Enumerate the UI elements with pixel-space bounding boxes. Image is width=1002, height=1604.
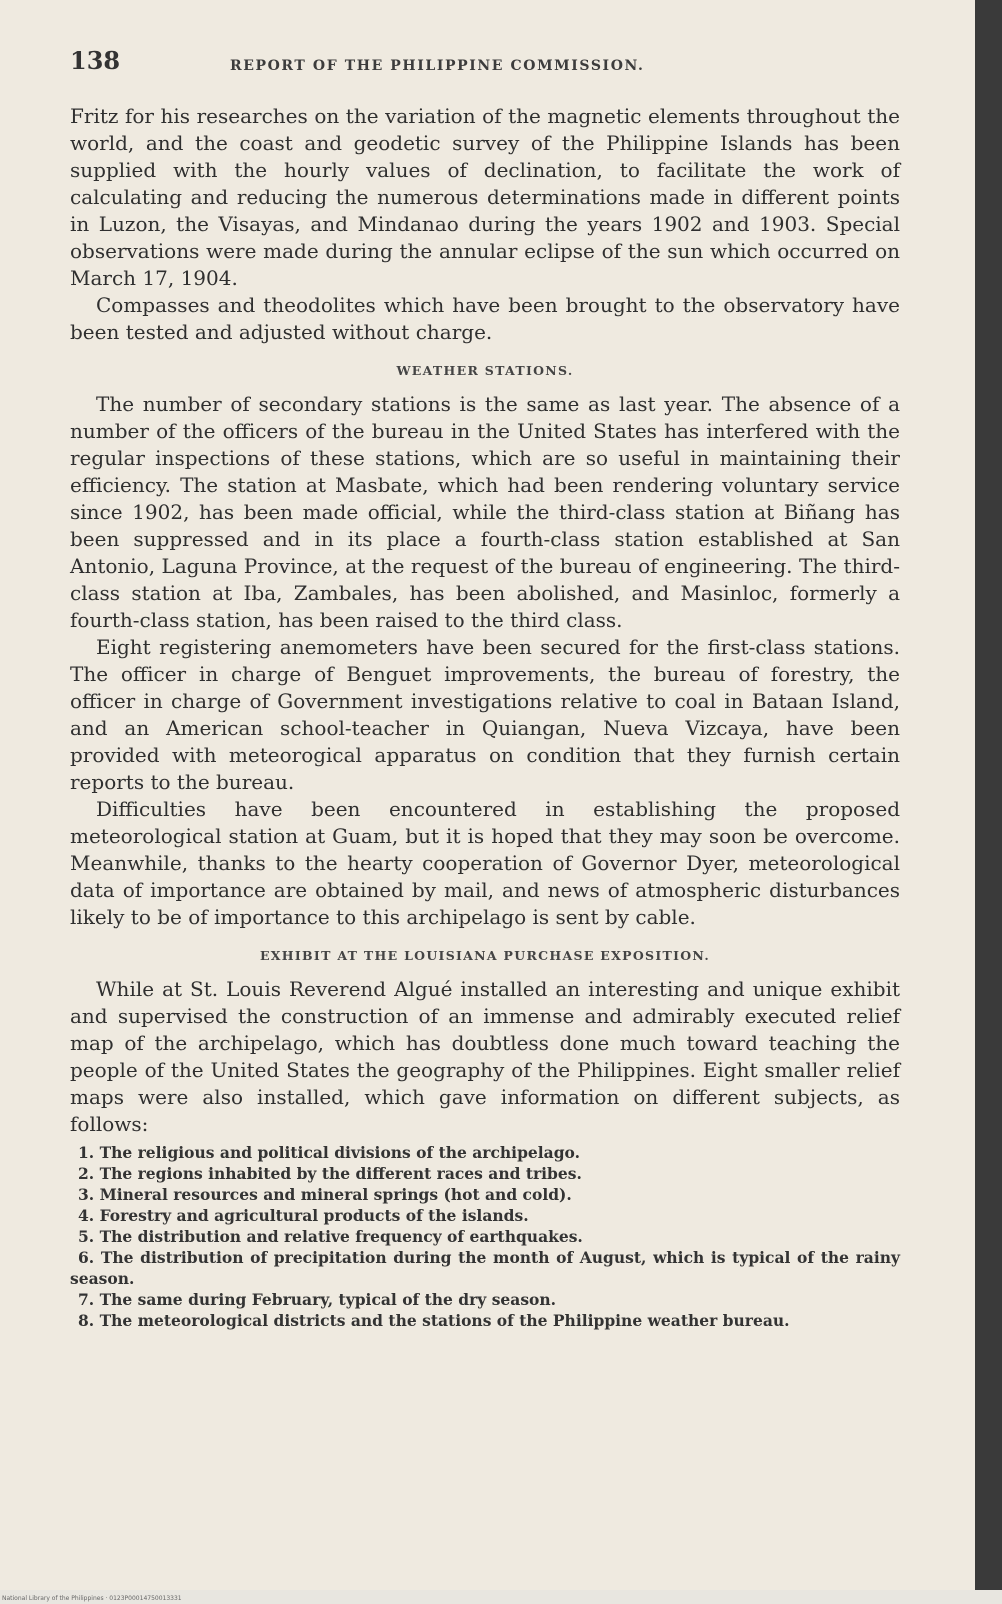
list-item: 8. The meteorological districts and the stations of the Philippine weather bureau. bbox=[78, 1311, 790, 1330]
heading-louisiana-exhibit: EXHIBIT AT THE LOUISIANA PURCHASE EXPOSITION. bbox=[259, 948, 711, 963]
paragraph-anemometers: Eight registering anemometers have been secured for the first-class stations. The officer in charge of Benguet improvements, the bureau of forestry, the officer in charge of Government investigations relative to coal in Bataan Island, and an American school-teacher in Quiangan, Nueva Vizcaya, have been provided with meteorogical apparatus on condition that they furnish certain reports to the bureau. bbox=[70, 635, 900, 794]
list-item: 6. The distribution of precipitation during the month of August, which is typical of the rainy season. bbox=[70, 1248, 900, 1288]
list-item: 7. The same during February, typical of the dry season. bbox=[78, 1290, 557, 1309]
list-item: 4. Forestry and agricultural products of the islands. bbox=[78, 1206, 529, 1225]
page-body bbox=[70, 103, 900, 1331]
paragraph-magnetic-elements: Fritz for his researches on the variation of the magnetic elements throughout the world, and the coast and geodetic survey of the Philippine Islands has been supplied with the hourly values of declination, to facilitate the work of calculating and reducing the numerous determinations made in different points in Luzon, the Visayas, and Mindanao during the years 1902 and 1903. Special observations were made during the annular eclipse of the sun which occurred on March 17, 1904. bbox=[70, 104, 900, 290]
list-item: 5. The distribution and relative frequency of earthquakes. bbox=[78, 1227, 583, 1246]
scan-footer-strip bbox=[0, 1590, 1002, 1604]
page-number: 138 bbox=[70, 46, 121, 75]
page-header bbox=[70, 46, 910, 86]
relief-map-list bbox=[70, 1142, 900, 1331]
list-item: 1. The religious and political divisions of the archipelago. bbox=[78, 1143, 581, 1162]
paragraph-compasses: Compasses and theodolites which have been brought to the observatory have been tested and adjusted without charge. bbox=[70, 293, 900, 344]
paragraph-st-louis: While at St. Louis Reverend Algué installed an interesting and unique exhibit and supervised the construction of an immense and admirably executed relief map of the archipelago, which has doubtless done much toward teaching the people of the United States the geography of the Philippines. Eight smaller relief maps were also installed, which gave information on different subjects, as follows: bbox=[70, 977, 900, 1136]
paragraph-guam: Difficulties have been encountered in establishing the proposed meteorological station at Guam, but it is hoped that they may soon be overcome. Meanwhile, thanks to the hearty cooperation of Governor Dyer, meteorological data of importance are obtained by mail, and news of atmospheric disturbances likely to be of importance to this archipelago is sent by cable. bbox=[70, 797, 900, 929]
list-item: 2. The regions inhabited by the different races and tribes. bbox=[78, 1164, 582, 1183]
list-item: 3. Mineral resources and mineral springs (hot and cold). bbox=[78, 1185, 572, 1204]
paragraph-secondary-stations: The number of secondary stations is the same as last year. The absence of a number of the officers of the bureau in the United States has interfered with the regular inspections of these stations, which are so useful in maintaining their efficiency. The station at Masbate, which had been rendering voluntary service since 1902, has been made official, while the third-class station at Biñang has been suppressed and in its place a fourth-class station established at San Antonio, Laguna Province, at the request of the bureau of engineering. The third-class station at Iba, Zambales, has been abolished, and Masinloc, formerly a fourth-class station, has been raised to the third class. bbox=[70, 392, 900, 632]
heading-weather-stations: WEATHER STATIONS. bbox=[396, 363, 574, 378]
scan-credit: National Library of the Philippines · 0123P00014750013331 bbox=[2, 1595, 182, 1602]
running-head: REPORT OF THE PHILIPPINE COMMISSION. bbox=[230, 58, 645, 74]
scan-edge-right bbox=[975, 0, 1002, 1604]
